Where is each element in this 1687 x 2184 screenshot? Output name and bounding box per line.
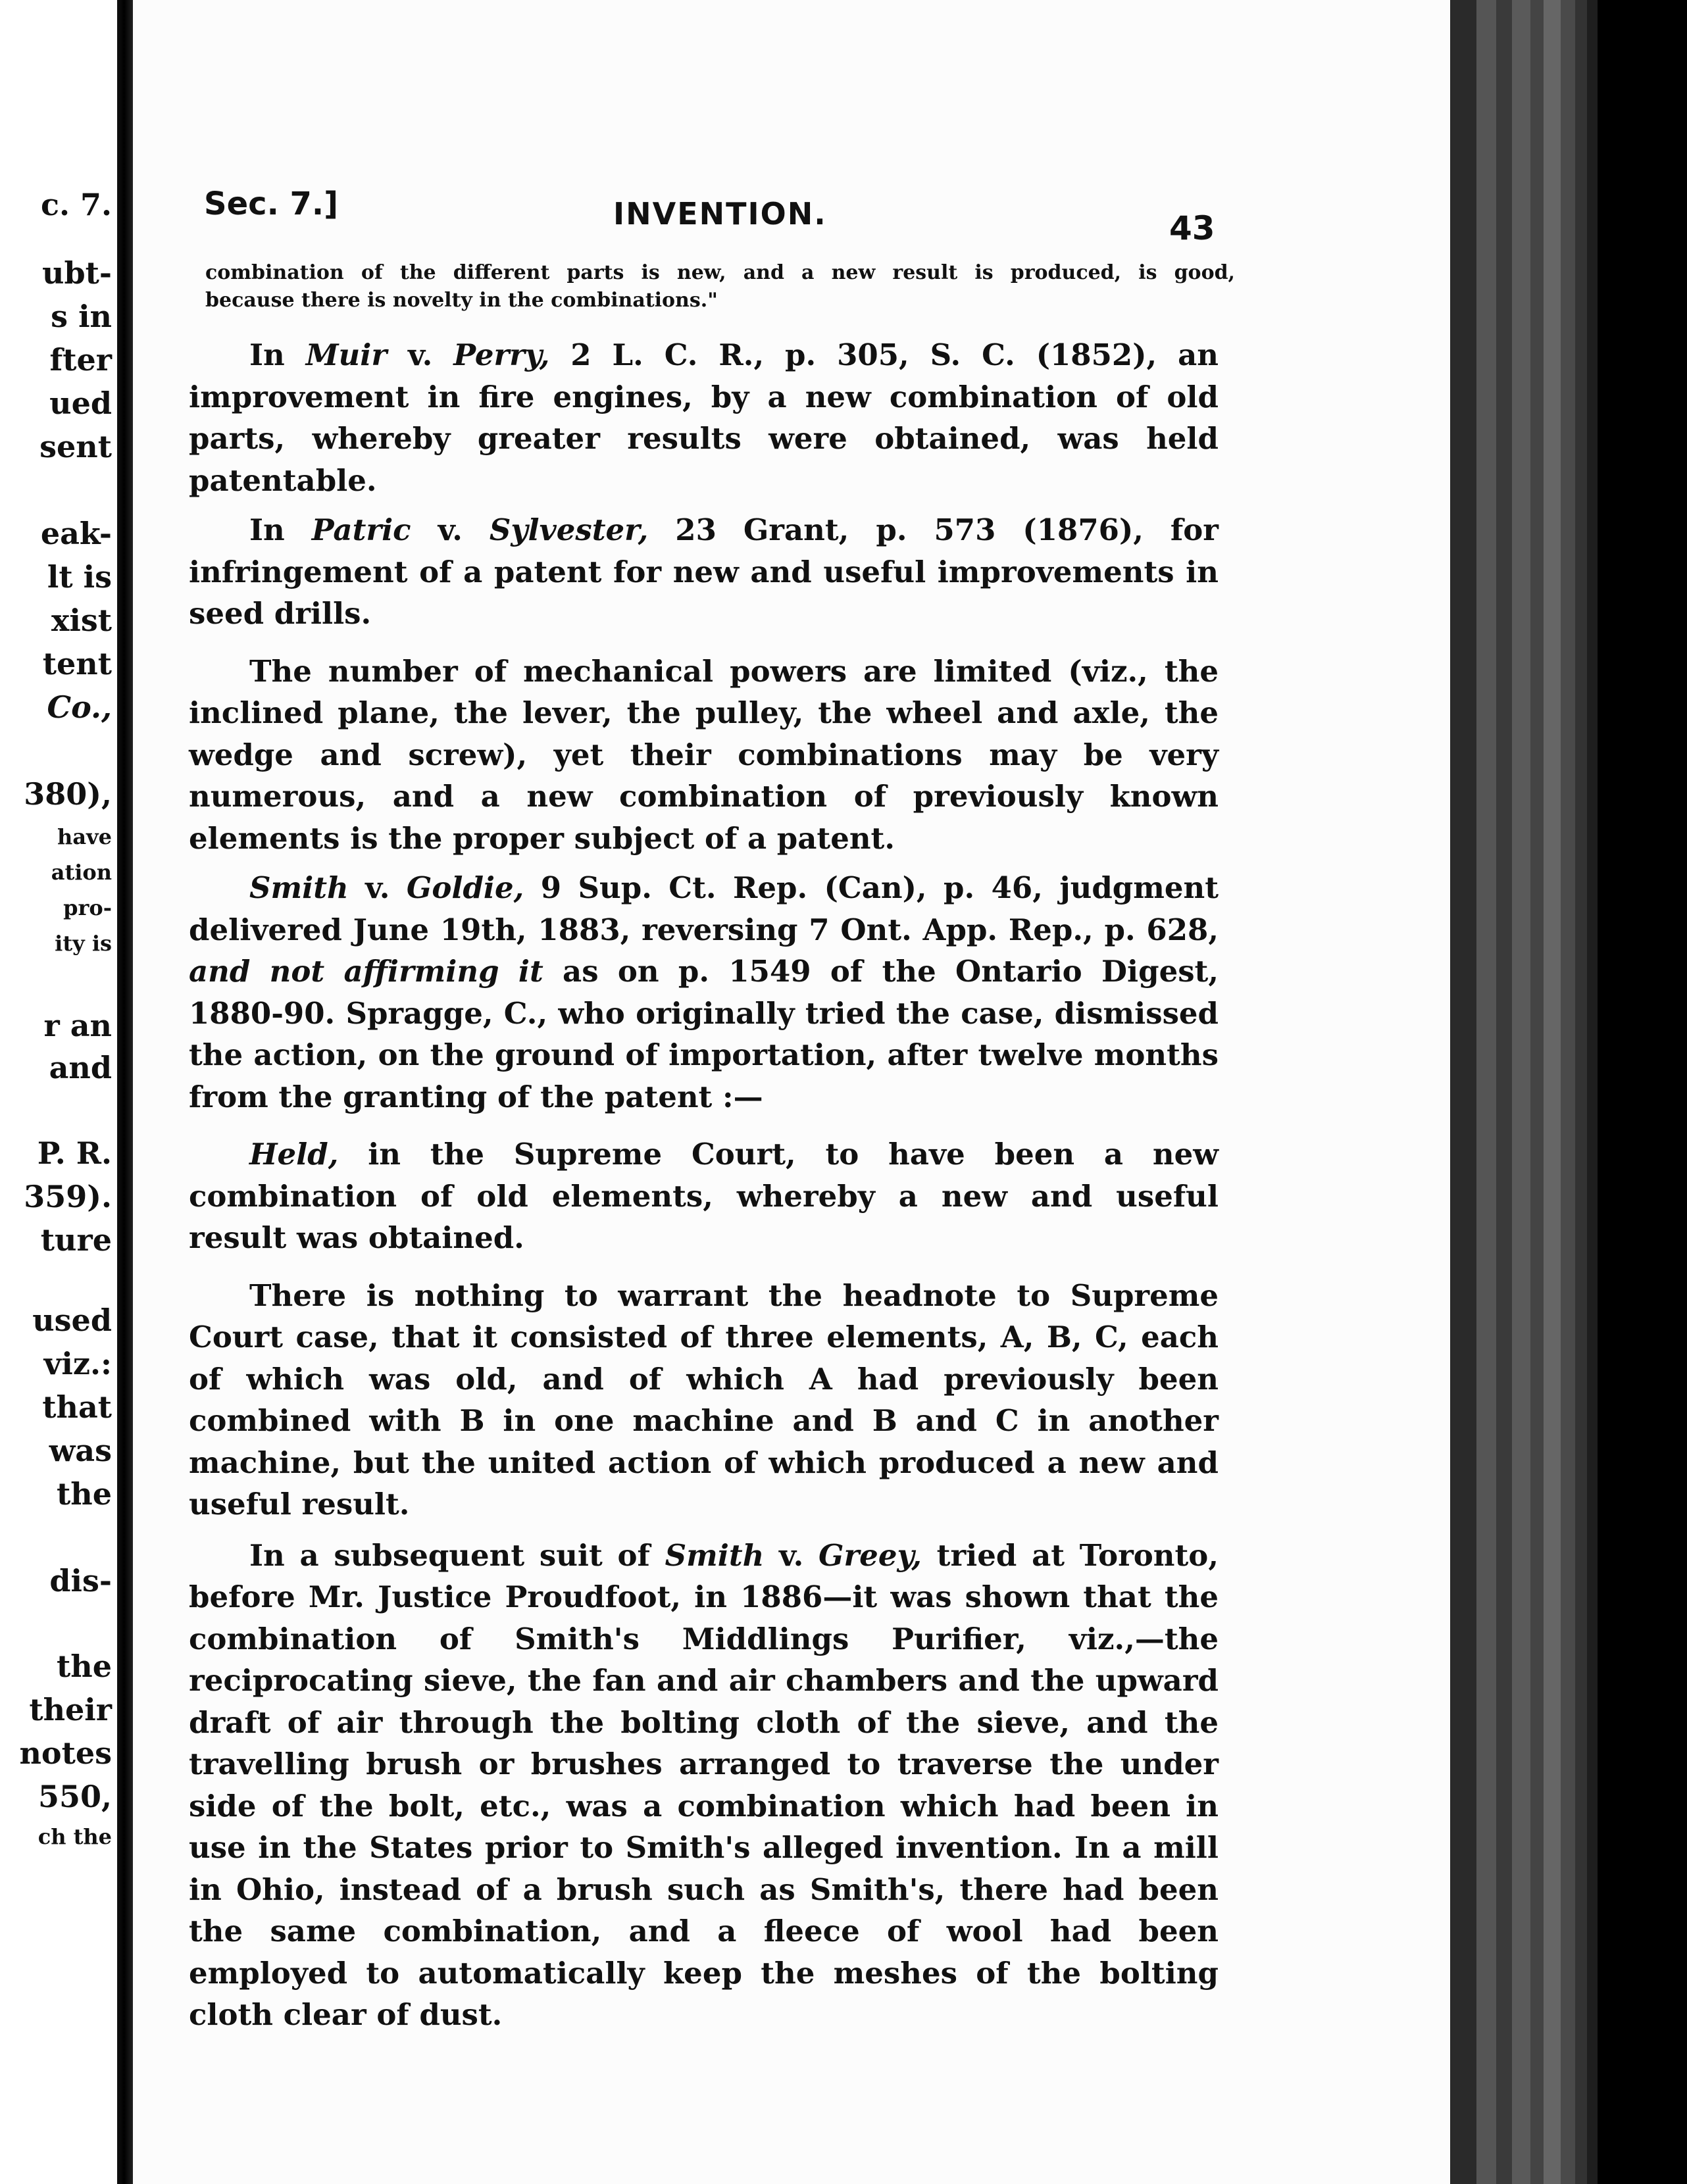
- page-body: [189, 334, 1219, 2036]
- quote-line: combination of the different parts is new, and a new result is produced, is good,: [205, 261, 1235, 284]
- facing-page-line: notes: [19, 1735, 112, 1771]
- facing-page-line: c. 7.: [40, 187, 112, 222]
- facing-page-line: ture: [40, 1222, 112, 1258]
- facing-page-line: eak-: [40, 516, 112, 551]
- page-number: 43: [1169, 209, 1215, 247]
- facing-page-line: ity is: [55, 931, 112, 956]
- facing-page-line: P. R.: [37, 1135, 112, 1171]
- paragraph-smith-v-greey: In a subsequent suit of Smith v. Greey, tried at Toronto, before Mr. Justice Proudfoot, in 1886—it was shown that the combination of Smith's Middlings Purifier, viz.,—the reciprocating sieve, the fan and air chambers and the upward draft of air through the bolting cloth of the sieve, and the travelling brush or brushes arranged to traverse the under side of the bolt, etc., was a combination which had been in use in the States prior to Smith's alleged invention. In a mill in Ohio, instead of a brush such as Smith's, there had been the same combination, and a fleece of wool had been employed to automatically keep the meshes of the bolting cloth clear of dust.: [189, 1537, 1219, 2032]
- book-page-edges: [1450, 0, 1687, 2184]
- facing-page-line: the: [57, 1476, 112, 1512]
- running-head-title: INVENTION.: [613, 196, 827, 232]
- facing-page-line: ubt-: [42, 255, 112, 291]
- paragraph-held: Held, in the Supreme Court, to have been a new combination of old elements, whereby a new and useful result was obtained.: [189, 1137, 1219, 1255]
- facing-page-line: tent: [42, 646, 112, 682]
- book-gutter: [117, 0, 133, 2184]
- quote-line: because there is novelty in the combinations.": [205, 289, 718, 312]
- book-page: [133, 0, 1450, 2184]
- facing-page-line: ch the: [38, 1824, 112, 1849]
- facing-page-line: viz.:: [43, 1346, 112, 1381]
- paragraph-headnote: There is nothing to warrant the headnote to Supreme Court case, that it consisted of three elements, A, B, C, each of which was old, and of which A had previously been combined with B in one machine and B and C in another machine, but the united action of which produced a new and useful result.: [189, 1278, 1219, 1522]
- facing-page-line: sent: [39, 429, 112, 464]
- facing-page-line: ued: [49, 385, 112, 421]
- facing-page-line: the: [57, 1649, 112, 1684]
- paragraph-muir-v-perry: In Muir v. Perry, 2 L. C. R., p. 305, S. C. (1852), an improvement in fire engines, by a new combination of old parts, whereby greater results were obtained, was held patentable.: [189, 337, 1219, 498]
- facing-page-line: Co.,: [47, 689, 112, 725]
- facing-page-line: pro-: [63, 895, 112, 920]
- facing-page-line: lt is: [47, 559, 112, 595]
- facing-page-line: 550,: [38, 1779, 112, 1814]
- paragraph-patric-v-sylvester: In Patric v. Sylvester, 23 Grant, p. 573 (1876), for infringement of a patent for new and useful improvements in seed drills.: [189, 512, 1219, 631]
- quotation-continuation: [205, 259, 1235, 314]
- facing-page-fragment: [0, 0, 117, 2184]
- facing-page-line: fter: [49, 342, 112, 378]
- facing-page-line: 380),: [24, 776, 112, 812]
- facing-page-line: was: [49, 1433, 112, 1468]
- paragraph-mechanical-powers: The number of mechanical powers are limited (viz., the inclined plane, the lever, the pulley, the wheel and axle, the wedge and screw), yet their combinations may be very numerous, and a new combination of previously known elements is the proper subject of a patent.: [189, 653, 1219, 856]
- facing-page-line: their: [29, 1692, 112, 1727]
- facing-page-line: that: [42, 1389, 112, 1425]
- facing-page-line: and: [49, 1050, 112, 1085]
- facing-page-line: xist: [51, 603, 112, 638]
- facing-page-line: have: [57, 824, 112, 849]
- facing-page-line: 359).: [24, 1179, 112, 1214]
- facing-page-line: dis-: [49, 1563, 112, 1599]
- facing-page-line: used: [32, 1303, 112, 1338]
- running-head-section: Sec. 7.]: [204, 186, 339, 222]
- facing-page-line: ation: [51, 860, 112, 885]
- facing-page-line: s in: [51, 299, 112, 334]
- paragraph-smith-v-goldie: Smith v. Goldie, 9 Sup. Ct. Rep. (Can), p. 46, judgment delivered June 19th, 1883, reversing 7 Ont. App. Rep., p. 628, and not affirming it as on p. 1549 of the Ontario Digest, 1880-90. Spragge, C., who originally tried the case, dismissed the action, on the ground of importation, after twelve months from the granting of the patent :—: [189, 870, 1219, 1114]
- facing-page-line: r an: [43, 1008, 112, 1043]
